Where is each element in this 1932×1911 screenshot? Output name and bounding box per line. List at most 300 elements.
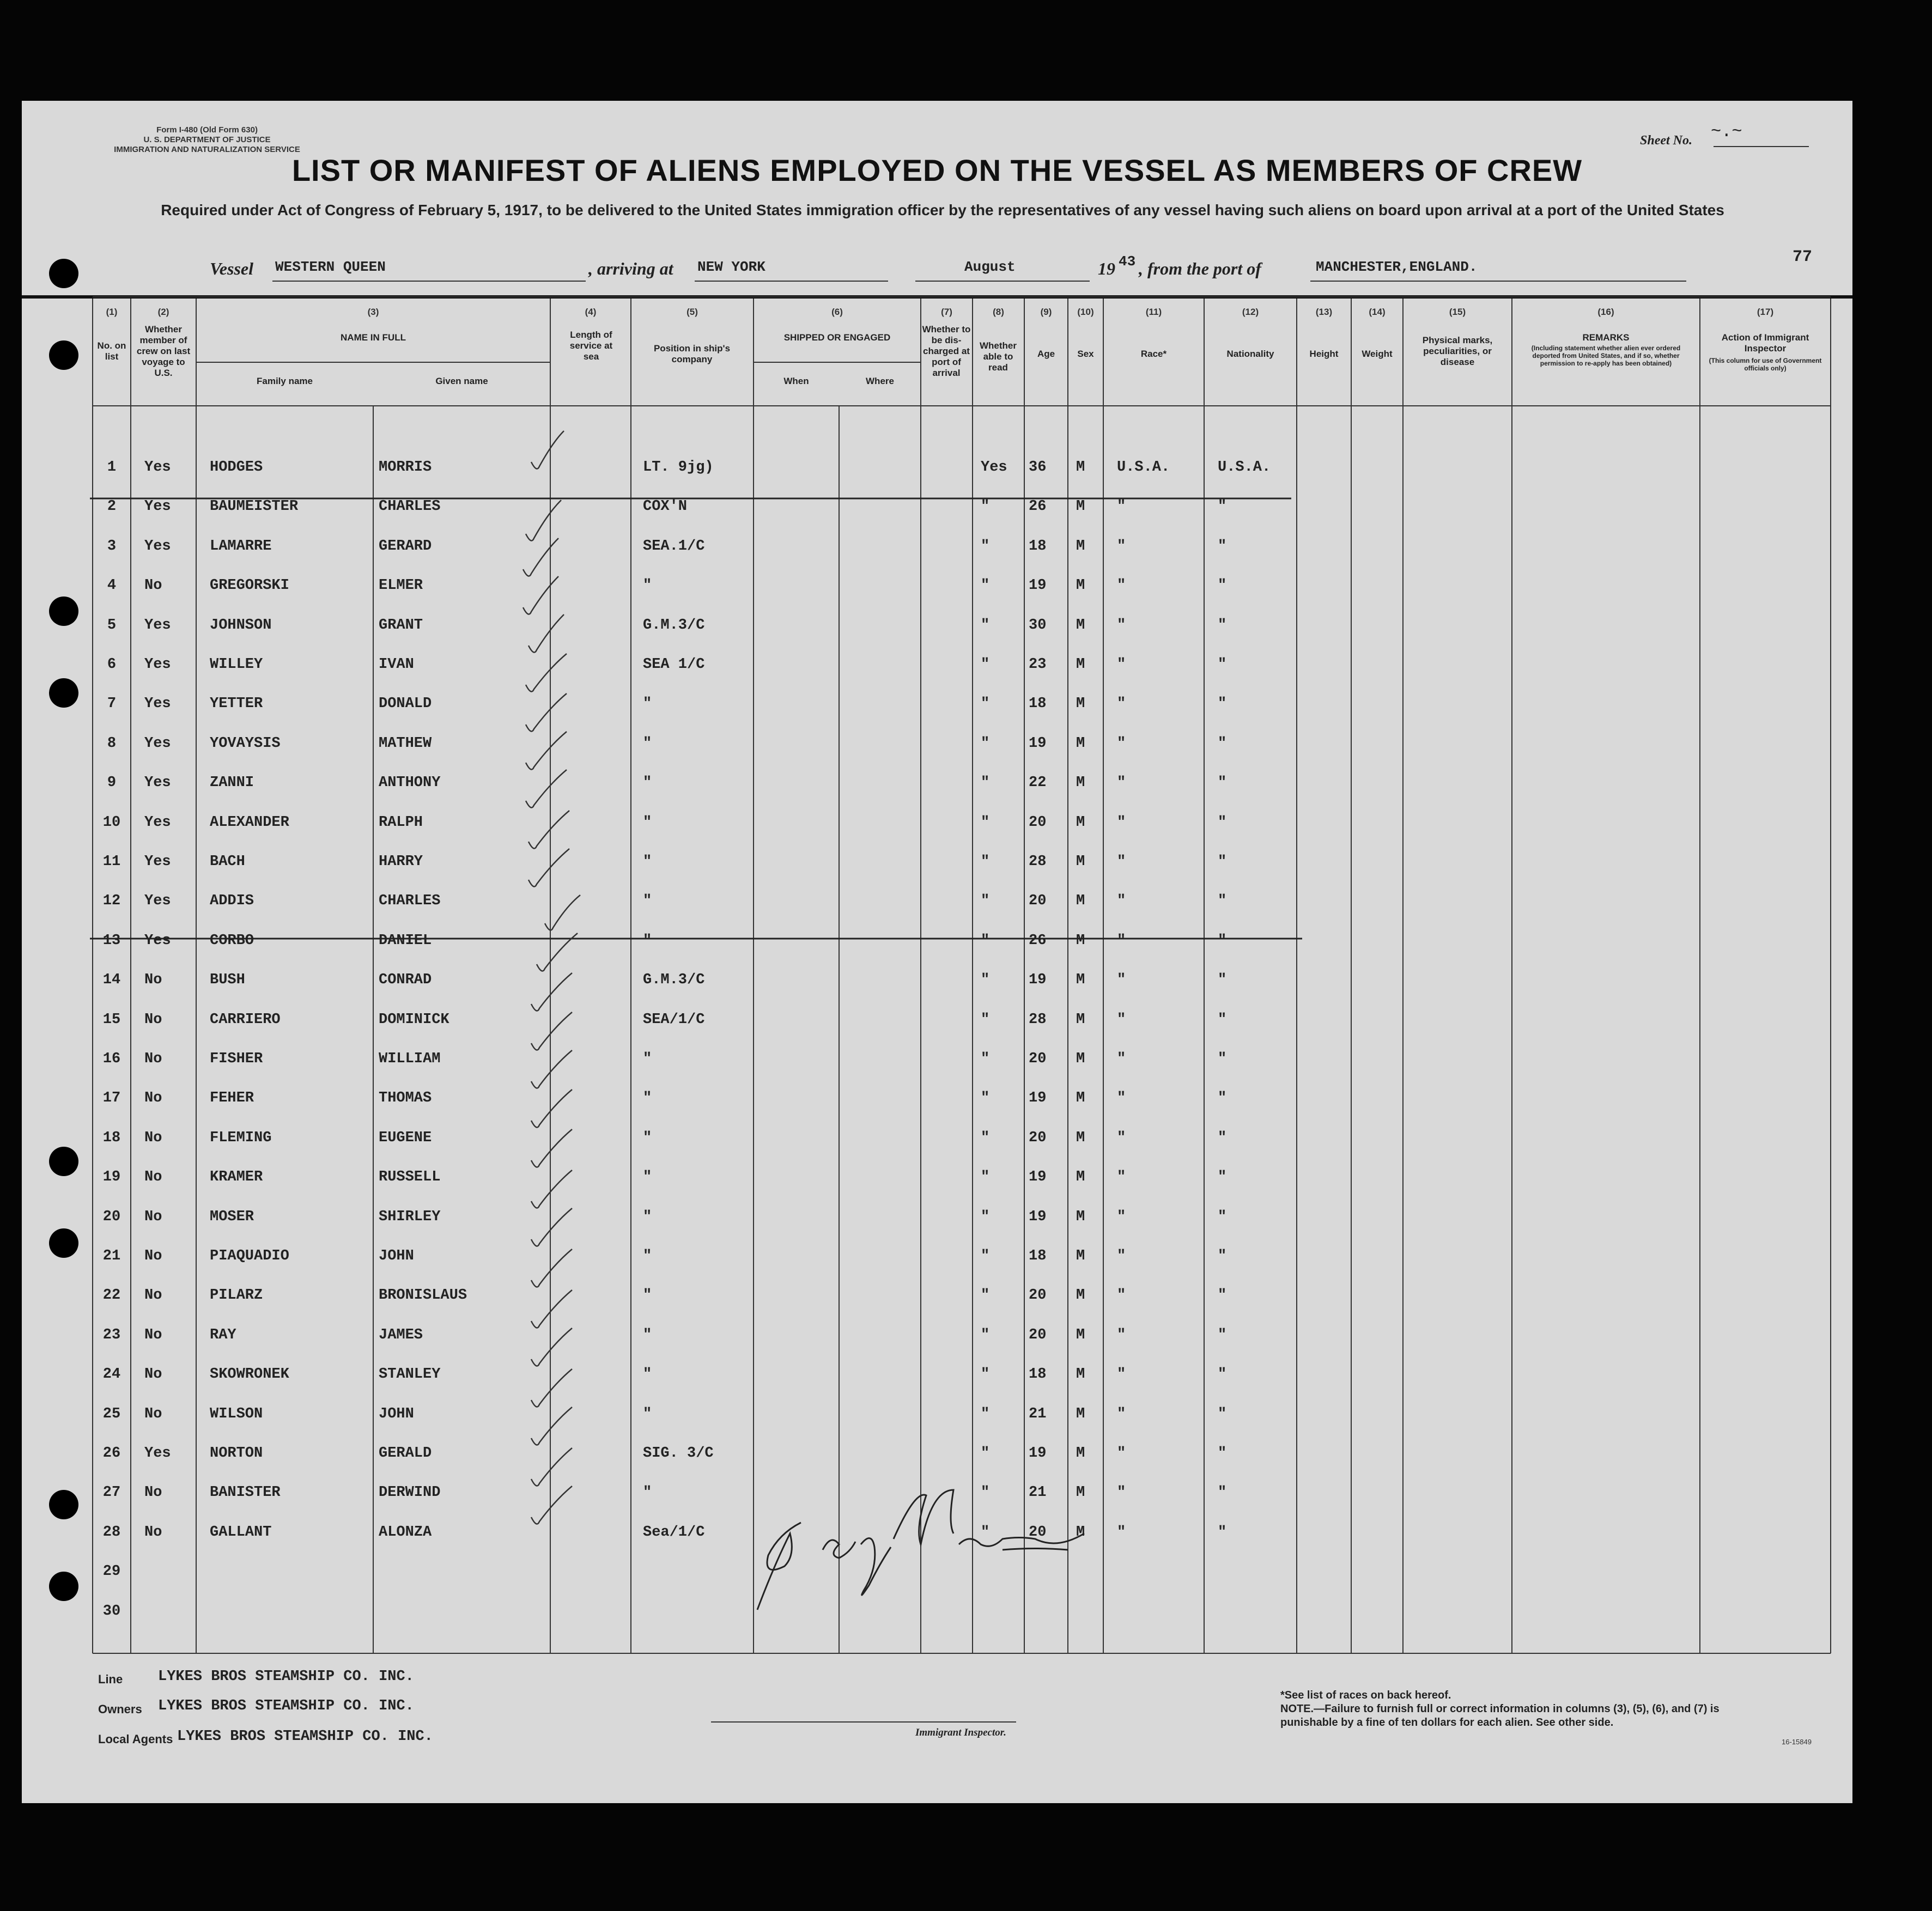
position-cell: " bbox=[643, 775, 652, 791]
able-read-cell: " bbox=[981, 696, 990, 712]
row-number-cell: 9 bbox=[107, 775, 117, 791]
family-name-cell: WILLEY bbox=[210, 656, 263, 673]
given-name-cell: GERALD bbox=[379, 1445, 432, 1462]
family-name-cell: KRAMER bbox=[210, 1169, 263, 1185]
able-read-cell: " bbox=[981, 1287, 990, 1304]
nationality-cell: " bbox=[1218, 972, 1227, 988]
given-name-cell: DANIEL bbox=[379, 933, 432, 949]
family-name-cell: ZANNI bbox=[210, 775, 254, 791]
row-number-cell: 13 bbox=[102, 933, 121, 949]
manifest-sheet bbox=[22, 101, 1852, 1803]
row-number-cell: 25 bbox=[102, 1406, 121, 1422]
col-num-16: (16) bbox=[1597, 307, 1614, 317]
race-cell: " bbox=[1117, 656, 1126, 673]
family-name-cell: PILARZ bbox=[210, 1287, 263, 1304]
given-name-cell: CHARLES bbox=[379, 893, 441, 909]
from-port-label: , from the port of bbox=[1139, 259, 1261, 278]
family-name-cell: CARRIERO bbox=[210, 1012, 281, 1028]
col-nationality: Nationality bbox=[1226, 349, 1274, 359]
position-cell: " bbox=[643, 854, 652, 870]
nationality-cell: " bbox=[1218, 498, 1227, 515]
given-name-cell: GRANT bbox=[379, 617, 423, 634]
col-age: Age bbox=[1037, 349, 1055, 359]
able-read-cell: " bbox=[981, 498, 990, 515]
race-cell: " bbox=[1117, 1327, 1126, 1343]
nationality-cell: " bbox=[1218, 538, 1227, 555]
race-cell: " bbox=[1117, 1130, 1126, 1146]
nationality-cell: " bbox=[1218, 617, 1227, 634]
able-read-cell: " bbox=[981, 1406, 990, 1422]
nationality-cell: " bbox=[1218, 656, 1227, 673]
sex-cell: M bbox=[1076, 617, 1085, 634]
given-name-cell: WILLIAM bbox=[379, 1051, 441, 1067]
last-voyage-cell: No bbox=[144, 1012, 162, 1028]
last-voyage-cell: Yes bbox=[144, 1445, 171, 1462]
last-voyage-cell: No bbox=[144, 1209, 162, 1225]
able-read-cell: " bbox=[981, 1130, 990, 1146]
able-read-cell: " bbox=[981, 893, 990, 909]
nationality-cell: " bbox=[1218, 1090, 1227, 1106]
last-voyage-cell: Yes bbox=[144, 459, 171, 476]
nationality-cell: " bbox=[1218, 1248, 1227, 1264]
last-voyage-cell: Yes bbox=[144, 735, 171, 752]
last-voyage-cell: No bbox=[144, 1327, 162, 1343]
footer-owners-label: Owners bbox=[98, 1702, 142, 1716]
position-cell: LT. 9jg) bbox=[643, 459, 714, 476]
nationality-cell: " bbox=[1218, 1484, 1227, 1501]
able-read-cell: " bbox=[981, 1445, 990, 1462]
family-name-cell: ADDIS bbox=[210, 893, 254, 909]
age-cell: 20 bbox=[1029, 893, 1047, 909]
able-read-cell: " bbox=[981, 972, 990, 988]
sex-cell: M bbox=[1076, 1366, 1085, 1383]
col-inspector-action: Action of Immigrant Inspector bbox=[1721, 332, 1809, 354]
row-number-cell: 12 bbox=[102, 893, 121, 909]
nationality-cell: " bbox=[1218, 854, 1227, 870]
age-cell: 19 bbox=[1029, 735, 1047, 752]
row-number-cell: 17 bbox=[102, 1090, 121, 1106]
nationality-cell: " bbox=[1218, 735, 1227, 752]
race-cell: " bbox=[1117, 1012, 1126, 1028]
family-name-cell: BACH bbox=[210, 854, 245, 870]
last-voyage-cell: No bbox=[144, 1287, 162, 1304]
position-cell: " bbox=[643, 1366, 652, 1383]
race-cell: " bbox=[1117, 854, 1126, 870]
given-name-cell: CHARLES bbox=[379, 498, 441, 515]
position-cell: " bbox=[643, 1169, 652, 1185]
family-name-cell: WILSON bbox=[210, 1406, 263, 1422]
given-name-cell: JOHN bbox=[379, 1406, 414, 1422]
footer-agents-value: LYKES BROS STEAMSHIP CO. INC. bbox=[177, 1729, 433, 1745]
given-name-cell: DONALD bbox=[379, 696, 432, 712]
nationality-cell: " bbox=[1218, 1209, 1227, 1225]
col-no-on-list: No. on list bbox=[97, 340, 126, 362]
age-cell: 30 bbox=[1029, 617, 1047, 634]
position-cell: " bbox=[643, 814, 652, 831]
row-number-cell: 26 bbox=[102, 1445, 121, 1462]
sex-cell: M bbox=[1076, 775, 1085, 791]
family-name-cell: FISHER bbox=[210, 1051, 263, 1067]
col-height: Height bbox=[1309, 349, 1339, 359]
age-cell: 18 bbox=[1029, 696, 1047, 712]
sex-cell: M bbox=[1076, 1287, 1085, 1304]
able-read-cell: " bbox=[981, 617, 990, 634]
position-cell: " bbox=[643, 1406, 652, 1422]
nationality-cell: " bbox=[1218, 1366, 1227, 1383]
row-number-cell: 30 bbox=[102, 1603, 121, 1620]
family-name-cell: CORBO bbox=[210, 933, 254, 949]
arrival-month: August bbox=[964, 259, 1016, 275]
col-given-name: Given name bbox=[435, 376, 488, 386]
given-name-cell: MORRIS bbox=[379, 459, 432, 476]
col-num-17: (17) bbox=[1757, 307, 1774, 317]
age-cell: 19 bbox=[1029, 1445, 1047, 1462]
last-voyage-cell: Yes bbox=[144, 854, 171, 870]
given-name-cell: MATHEW bbox=[379, 735, 432, 752]
col-where: Where bbox=[866, 376, 894, 386]
nationality-cell: " bbox=[1218, 1445, 1227, 1462]
able-read-cell: " bbox=[981, 735, 990, 752]
family-name-cell: JOHNSON bbox=[210, 617, 272, 634]
sex-cell: M bbox=[1076, 1209, 1085, 1225]
race-cell: " bbox=[1117, 1406, 1126, 1422]
given-name-cell: ELMER bbox=[379, 577, 423, 594]
position-cell: SIG. 3/C bbox=[643, 1445, 714, 1462]
nationality-cell: " bbox=[1218, 1524, 1227, 1541]
sex-cell: M bbox=[1076, 656, 1085, 673]
col-physical-marks: Physical marks, peculiarities, or disease bbox=[1422, 335, 1493, 367]
row-number-cell: 3 bbox=[107, 538, 117, 555]
last-voyage-cell: No bbox=[144, 1406, 162, 1422]
last-voyage-cell: Yes bbox=[144, 775, 171, 791]
col-when: When bbox=[783, 376, 809, 386]
arriving-port: NEW YORK bbox=[697, 259, 765, 275]
row-number-cell: 1 bbox=[107, 459, 117, 476]
sex-cell: M bbox=[1076, 577, 1085, 594]
col-able-read: Whether able to read bbox=[980, 340, 1017, 373]
able-read-cell: " bbox=[981, 538, 990, 555]
sex-cell: M bbox=[1076, 1406, 1085, 1422]
col-num-2: (2) bbox=[157, 307, 169, 317]
last-voyage-cell: No bbox=[144, 1484, 162, 1501]
col-num-7: (7) bbox=[941, 307, 952, 317]
col-sex: Sex bbox=[1077, 349, 1094, 359]
given-name-cell: JAMES bbox=[379, 1327, 423, 1343]
form-code: 16-15849 bbox=[1782, 1738, 1812, 1746]
race-cell: " bbox=[1117, 933, 1126, 949]
given-name-cell: EUGENE bbox=[379, 1130, 432, 1146]
col-race: Race* bbox=[1140, 349, 1167, 359]
age-cell: 28 bbox=[1029, 854, 1047, 870]
sex-cell: M bbox=[1076, 1445, 1085, 1462]
sex-cell: M bbox=[1076, 1327, 1085, 1343]
given-name-cell: STANLEY bbox=[379, 1366, 441, 1383]
age-cell: 18 bbox=[1029, 1248, 1047, 1264]
row-number-cell: 23 bbox=[102, 1327, 121, 1343]
departure-port: MANCHESTER,ENGLAND. bbox=[1316, 259, 1478, 275]
position-cell: " bbox=[643, 1051, 652, 1067]
able-read-cell: " bbox=[981, 814, 990, 831]
col-num-4: (4) bbox=[585, 307, 597, 317]
col-discharged: Whether to be dis-charged at port of arrival bbox=[922, 324, 971, 378]
col-num-3: (3) bbox=[367, 307, 379, 317]
race-cell: " bbox=[1117, 1366, 1126, 1383]
age-cell: 18 bbox=[1029, 1366, 1047, 1383]
col-last-voyage: Whether member of crew on last voyage to U.S. bbox=[136, 324, 191, 378]
footer-owners-value: LYKES BROS STEAMSHIP CO. INC. bbox=[158, 1698, 414, 1714]
last-voyage-cell: Yes bbox=[144, 498, 171, 515]
race-cell: " bbox=[1117, 972, 1126, 988]
race-cell: " bbox=[1117, 814, 1126, 831]
given-name-cell: HARRY bbox=[379, 854, 423, 870]
last-voyage-cell: No bbox=[144, 972, 162, 988]
family-name-cell: HODGES bbox=[210, 459, 263, 476]
race-cell: " bbox=[1117, 1287, 1126, 1304]
sex-cell: M bbox=[1076, 1248, 1085, 1264]
able-read-cell: " bbox=[981, 1169, 990, 1185]
sheet-number-value: ~.~ bbox=[1711, 121, 1742, 142]
nationality-cell: " bbox=[1218, 814, 1227, 831]
col-num-11: (11) bbox=[1145, 307, 1162, 317]
family-name-cell: YETTER bbox=[210, 696, 263, 712]
age-cell: 21 bbox=[1029, 1406, 1047, 1422]
race-cell: " bbox=[1117, 498, 1126, 515]
nationality-cell: " bbox=[1218, 577, 1227, 594]
last-voyage-cell: No bbox=[144, 1366, 162, 1383]
row-number-cell: 8 bbox=[107, 735, 117, 752]
sex-cell: M bbox=[1076, 735, 1085, 752]
last-voyage-cell: No bbox=[144, 1169, 162, 1185]
given-name-cell: RUSSELL bbox=[379, 1169, 441, 1185]
page-subtitle: Required under Act of Congress of February 5, 1917, to be delivered to the United States immigration officer by the representatives of any vessel having such aliens on board upon arrival at a port of the United States bbox=[161, 202, 1724, 218]
race-cell: " bbox=[1117, 1248, 1126, 1264]
given-name-cell: DOMINICK bbox=[379, 1012, 449, 1028]
row-number-cell: 11 bbox=[102, 854, 121, 870]
footer-line-value: LYKES BROS STEAMSHIP CO. INC. bbox=[158, 1669, 414, 1685]
col-position: Position in ship's company bbox=[653, 343, 731, 364]
last-voyage-cell: Yes bbox=[144, 696, 171, 712]
sex-cell: M bbox=[1076, 933, 1085, 949]
nationality-cell: " bbox=[1218, 1012, 1227, 1028]
position-cell: " bbox=[643, 696, 652, 712]
race-cell: " bbox=[1117, 1090, 1126, 1106]
col-shipped-engaged: SHIPPED OR ENGAGED bbox=[783, 332, 891, 343]
age-cell: 28 bbox=[1029, 1012, 1047, 1028]
age-cell: 22 bbox=[1029, 775, 1047, 791]
age-cell: 19 bbox=[1029, 972, 1047, 988]
row-number-cell: 22 bbox=[102, 1287, 121, 1304]
able-read-cell: " bbox=[981, 1051, 990, 1067]
age-cell: 23 bbox=[1029, 656, 1047, 673]
able-read-cell: " bbox=[981, 1366, 990, 1383]
nationality-cell: " bbox=[1218, 1287, 1227, 1304]
nationality-cell: " bbox=[1218, 893, 1227, 909]
row-number-cell: 2 bbox=[107, 498, 117, 515]
age-cell: 20 bbox=[1029, 1130, 1047, 1146]
nationality-cell: U.S.A. bbox=[1218, 459, 1271, 476]
inspector-label: Immigrant Inspector. bbox=[915, 1727, 1006, 1738]
nationality-cell: " bbox=[1218, 1169, 1227, 1185]
given-name-cell: ALONZA bbox=[379, 1524, 432, 1541]
last-voyage-cell: No bbox=[144, 1051, 162, 1067]
col-weight: Weight bbox=[1362, 349, 1393, 359]
col-inspector-note: (This column for use of Government officials only) bbox=[1709, 357, 1822, 372]
race-cell: " bbox=[1117, 1524, 1126, 1541]
col-num-12: (12) bbox=[1242, 307, 1259, 317]
able-read-cell: " bbox=[981, 775, 990, 791]
able-read-cell: " bbox=[981, 1484, 990, 1501]
sex-cell: M bbox=[1076, 1012, 1085, 1028]
age-cell: 20 bbox=[1029, 1524, 1047, 1541]
sex-cell: M bbox=[1076, 538, 1085, 555]
age-cell: 26 bbox=[1029, 933, 1047, 949]
family-name-cell: SKOWRONEK bbox=[210, 1366, 289, 1383]
row-number-cell: 14 bbox=[102, 972, 121, 988]
age-cell: 20 bbox=[1029, 1051, 1047, 1067]
age-cell: 18 bbox=[1029, 538, 1047, 555]
row-number-cell: 24 bbox=[102, 1366, 121, 1383]
last-voyage-cell: No bbox=[144, 1090, 162, 1106]
row-number-cell: 6 bbox=[107, 656, 117, 673]
col-num-8: (8) bbox=[993, 307, 1004, 317]
position-cell: " bbox=[643, 893, 652, 909]
sex-cell: M bbox=[1076, 854, 1085, 870]
family-name-cell: GREGORSKI bbox=[210, 577, 289, 594]
nationality-cell: " bbox=[1218, 1051, 1227, 1067]
position-cell: G.M.3/C bbox=[643, 972, 705, 988]
race-cell: " bbox=[1117, 1445, 1126, 1462]
row-number-cell: 27 bbox=[102, 1484, 121, 1501]
race-cell: " bbox=[1117, 1209, 1126, 1225]
position-cell: Sea/1/C bbox=[643, 1524, 705, 1541]
col-num-14: (14) bbox=[1369, 307, 1386, 317]
age-cell: 19 bbox=[1029, 1169, 1047, 1185]
family-name-cell: RAY bbox=[210, 1327, 236, 1343]
last-voyage-cell: Yes bbox=[144, 893, 171, 909]
able-read-cell: " bbox=[981, 577, 990, 594]
age-cell: 19 bbox=[1029, 577, 1047, 594]
given-name-cell: CONRAD bbox=[379, 972, 432, 988]
given-name-cell: RALPH bbox=[379, 814, 423, 831]
col-num-10: (10) bbox=[1077, 307, 1094, 317]
race-cell: " bbox=[1117, 538, 1126, 555]
family-name-cell: BUSH bbox=[210, 972, 245, 988]
family-name-cell: YOVAYSIS bbox=[210, 735, 281, 752]
race-cell: " bbox=[1117, 735, 1126, 752]
last-voyage-cell: Yes bbox=[144, 538, 171, 555]
last-voyage-cell: Yes bbox=[144, 656, 171, 673]
sheet-number-label: Sheet No. bbox=[1640, 133, 1692, 148]
position-cell: " bbox=[643, 1130, 652, 1146]
form-number: Form I-480 (Old Form 630) bbox=[156, 125, 258, 135]
sex-cell: M bbox=[1076, 1484, 1085, 1501]
age-cell: 36 bbox=[1029, 459, 1047, 476]
given-name-cell: DERWIND bbox=[379, 1484, 441, 1501]
col-family-name: Family name bbox=[257, 376, 313, 386]
able-read-cell: " bbox=[981, 1248, 990, 1264]
age-cell: 19 bbox=[1029, 1209, 1047, 1225]
sex-cell: M bbox=[1076, 498, 1085, 515]
nationality-cell: " bbox=[1218, 775, 1227, 791]
given-name-cell: BRONISLAUS bbox=[379, 1287, 467, 1304]
able-read-cell: " bbox=[981, 656, 990, 673]
able-read-cell: " bbox=[981, 1012, 990, 1028]
position-cell: " bbox=[643, 1287, 652, 1304]
position-cell: " bbox=[643, 577, 652, 594]
given-name-cell: SHIRLEY bbox=[379, 1209, 441, 1225]
position-cell: COX'N bbox=[643, 498, 688, 515]
last-voyage-cell: No bbox=[144, 1130, 162, 1146]
sex-cell: M bbox=[1076, 814, 1085, 831]
row-number-cell: 21 bbox=[102, 1248, 121, 1264]
position-cell: " bbox=[643, 1327, 652, 1343]
position-cell: " bbox=[643, 1209, 652, 1225]
position-cell: " bbox=[643, 933, 652, 949]
age-cell: 19 bbox=[1029, 1090, 1047, 1106]
family-name-cell: FEHER bbox=[210, 1090, 254, 1106]
family-name-cell: PIAQUADIO bbox=[210, 1248, 289, 1264]
able-read-cell: " bbox=[981, 1090, 990, 1106]
family-name-cell: ALEXANDER bbox=[210, 814, 289, 831]
able-read-cell: " bbox=[981, 933, 990, 949]
vessel-label: Vessel bbox=[210, 259, 253, 278]
last-voyage-cell: Yes bbox=[144, 933, 171, 949]
row-number-cell: 7 bbox=[107, 696, 117, 712]
able-read-cell: " bbox=[981, 1524, 990, 1541]
col-num-6: (6) bbox=[831, 307, 843, 317]
last-voyage-cell: Yes bbox=[144, 814, 171, 831]
footnote bbox=[1280, 1689, 1760, 1730]
able-read-cell: " bbox=[981, 1209, 990, 1225]
race-cell: " bbox=[1117, 696, 1126, 712]
position-cell: " bbox=[643, 1484, 652, 1501]
given-name-cell: THOMAS bbox=[379, 1090, 432, 1106]
sex-cell: M bbox=[1076, 1051, 1085, 1067]
col-remarks-note: (Including statement whether alien ever ordered deported from United States, and if so, whether permission to re-apply has been obtained) bbox=[1531, 344, 1681, 367]
age-cell: 26 bbox=[1029, 498, 1047, 515]
sex-cell: M bbox=[1076, 459, 1085, 476]
service-name: IMMIGRATION AND NATURALIZATION SERVICE bbox=[114, 145, 300, 154]
checkmarks bbox=[523, 431, 580, 1524]
sex-cell: M bbox=[1076, 1090, 1085, 1106]
family-name-cell: BANISTER bbox=[210, 1484, 281, 1501]
given-name-cell: JOHN bbox=[379, 1248, 414, 1264]
vessel-name: WESTERN QUEEN bbox=[275, 259, 386, 275]
given-name-cell: IVAN bbox=[379, 656, 414, 673]
row-number-cell: 28 bbox=[102, 1524, 121, 1541]
footer-agents-label: Local Agents bbox=[98, 1732, 173, 1746]
last-voyage-cell: No bbox=[144, 1524, 162, 1541]
col-length-service: Length of service at sea bbox=[569, 330, 613, 362]
able-read-cell: " bbox=[981, 1327, 990, 1343]
position-cell: SEA.1/C bbox=[643, 538, 705, 555]
family-name-cell: LAMARRE bbox=[210, 538, 272, 555]
sex-cell: M bbox=[1076, 972, 1085, 988]
nationality-cell: " bbox=[1218, 1130, 1227, 1146]
position-cell: SEA/1/C bbox=[643, 1012, 705, 1028]
page-title: LIST OR MANIFEST OF ALIENS EMPLOYED ON THE VESSEL AS MEMBERS OF CREW bbox=[291, 153, 1583, 187]
position-cell: " bbox=[643, 735, 652, 752]
col-num-15: (15) bbox=[1449, 307, 1466, 317]
col-name-in-full: NAME IN FULL bbox=[341, 332, 406, 343]
position-cell: " bbox=[643, 1090, 652, 1106]
last-voyage-cell: Yes bbox=[144, 617, 171, 634]
nationality-cell: " bbox=[1218, 933, 1227, 949]
able-read-cell: Yes bbox=[981, 459, 1007, 476]
nationality-cell: " bbox=[1218, 696, 1227, 712]
col-num-1: (1) bbox=[106, 307, 118, 317]
col-num-9: (9) bbox=[1040, 307, 1052, 317]
